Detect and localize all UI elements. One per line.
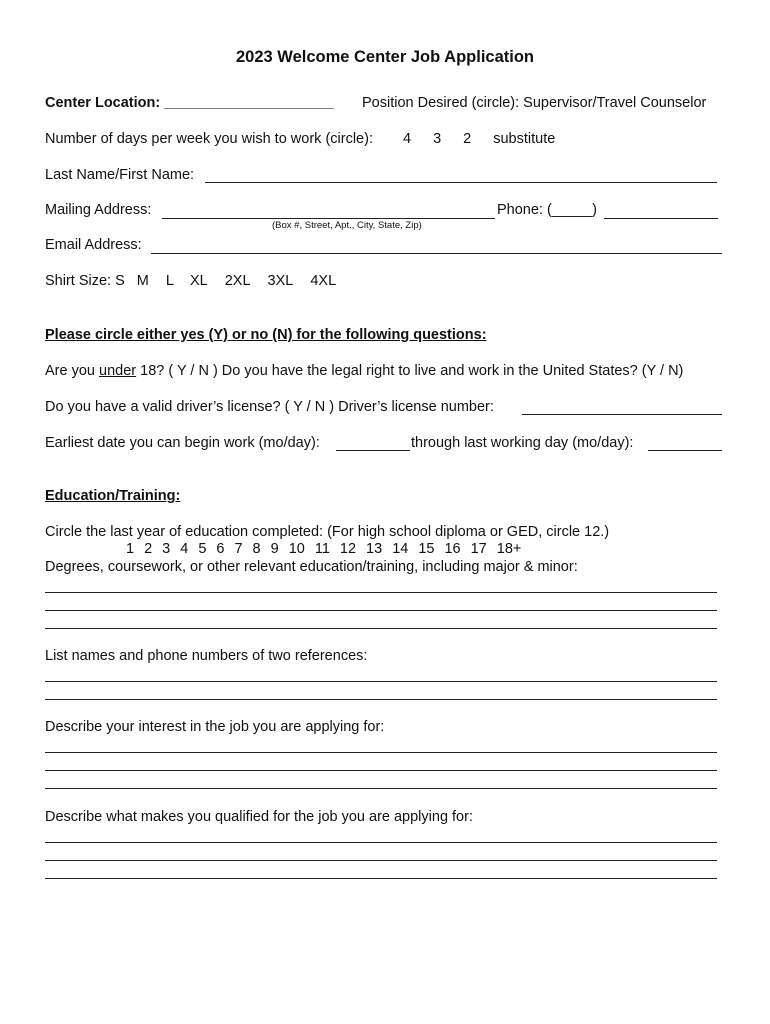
end-date-label: through last working day (mo/day): — [411, 435, 634, 451]
interest-line-1[interactable] — [45, 752, 717, 753]
references-line-2[interactable] — [45, 699, 717, 700]
interest-label: Describe your interest in the job you are applying for: — [45, 719, 385, 735]
page-title: 2023 Welcome Center Job Application — [236, 48, 534, 66]
year-9[interactable]: 9 — [270, 541, 279, 557]
education-heading: Education/Training: — [45, 488, 181, 504]
year-4[interactable]: 4 — [180, 541, 189, 557]
mailing-address-label: Mailing Address: — [45, 202, 152, 218]
year-10[interactable]: 10 — [288, 541, 305, 557]
position-desired-label: Position Desired (circle): Supervisor/Travel Counselor — [362, 95, 707, 111]
center-location-label: Center Location: — [45, 95, 161, 111]
year-1[interactable]: 1 — [126, 541, 135, 557]
phone-label: Phone: ( — [497, 202, 552, 218]
degrees-line-2[interactable] — [45, 610, 717, 611]
year-12[interactable]: 12 — [339, 541, 357, 557]
year-5[interactable]: 5 — [198, 541, 207, 557]
phone-number-field[interactable] — [604, 218, 718, 219]
start-date-label: Earliest date you can begin work (mo/day): — [45, 435, 320, 451]
days-option-4[interactable]: 4 — [403, 131, 412, 147]
year-16[interactable]: 16 — [444, 541, 461, 557]
year-17[interactable]: 17 — [470, 541, 487, 557]
year-15[interactable]: 15 — [418, 541, 435, 557]
center-location-row — [45, 95, 334, 111]
email-field[interactable] — [151, 253, 722, 254]
name-label: Last Name/First Name: — [45, 167, 195, 183]
days-options — [403, 131, 555, 147]
age-question — [45, 363, 683, 379]
year-8[interactable]: 8 — [252, 541, 261, 557]
degrees-line-1[interactable] — [45, 592, 717, 593]
year-18-plus[interactable]: 18+ — [496, 541, 522, 557]
year-6[interactable]: 6 — [216, 541, 225, 557]
references-line-1[interactable] — [45, 681, 717, 682]
interest-line-3[interactable] — [45, 788, 717, 789]
phone-close-paren: ) — [592, 202, 597, 218]
references-label: List names and phone numbers of two references: — [45, 648, 368, 664]
shirt-size-4xl[interactable]: 4XL — [310, 273, 337, 289]
start-date-field[interactable] — [336, 450, 410, 451]
age-question-suffix: 18? ( Y / N ) Do you have the legal right to live and work in the United States? (Y / N) — [140, 363, 684, 379]
phone-row — [497, 202, 597, 218]
shirt-size-row — [45, 273, 336, 289]
year-7[interactable]: 7 — [234, 541, 243, 557]
degrees-line-3[interactable] — [45, 628, 717, 629]
qualified-line-2[interactable] — [45, 860, 717, 861]
qualified-line-1[interactable] — [45, 842, 717, 843]
license-question: Do you have a valid driver’s license? ( Y / N ) Driver’s license number: — [45, 399, 494, 415]
year-13[interactable]: 13 — [366, 541, 383, 557]
education-years — [126, 541, 521, 557]
shirt-size-label: Shirt Size: S — [45, 273, 125, 289]
days-option-substitute[interactable]: substitute — [493, 131, 556, 147]
year-11[interactable]: 11 — [314, 541, 330, 557]
mailing-address-field[interactable] — [162, 218, 495, 219]
qualified-label: Describe what makes you qualified for the job you are applying for: — [45, 809, 473, 825]
shirt-size-xl[interactable]: XL — [189, 273, 208, 289]
age-question-prefix: Are you — [45, 363, 95, 379]
year-2[interactable]: 2 — [144, 541, 153, 557]
yes-no-heading: Please circle either yes (Y) or no (N) for the following questions: — [45, 327, 487, 343]
age-question-under: under — [99, 363, 137, 379]
shirt-size-l[interactable]: L — [165, 273, 174, 289]
end-date-field[interactable] — [648, 450, 722, 451]
shirt-size-2xl[interactable]: 2XL — [224, 273, 251, 289]
degrees-label: Degrees, coursework, or other relevant education/training, including major & minor: — [45, 559, 578, 575]
phone-area-code-field[interactable]: _____ — [551, 202, 593, 218]
year-3[interactable]: 3 — [162, 541, 171, 557]
shirt-size-m[interactable]: M — [136, 273, 149, 289]
license-number-field[interactable] — [522, 414, 722, 415]
email-label: Email Address: — [45, 237, 142, 253]
interest-line-2[interactable] — [45, 770, 717, 771]
year-14[interactable]: 14 — [392, 541, 409, 557]
center-location-field[interactable]: _____________________ — [164, 95, 334, 111]
days-per-week-label: Number of days per week you wish to work (circle): — [45, 131, 373, 147]
education-instruction: Circle the last year of education completed: (For high school diploma or GED, circle 12.) — [45, 524, 610, 540]
name-field[interactable] — [205, 182, 717, 183]
days-option-3[interactable]: 3 — [433, 131, 442, 147]
shirt-size-3xl[interactable]: 3XL — [267, 273, 294, 289]
mailing-address-hint: (Box #, Street, Apt., City, State, Zip) — [272, 220, 422, 231]
qualified-line-3[interactable] — [45, 878, 717, 879]
days-option-2[interactable]: 2 — [463, 131, 472, 147]
